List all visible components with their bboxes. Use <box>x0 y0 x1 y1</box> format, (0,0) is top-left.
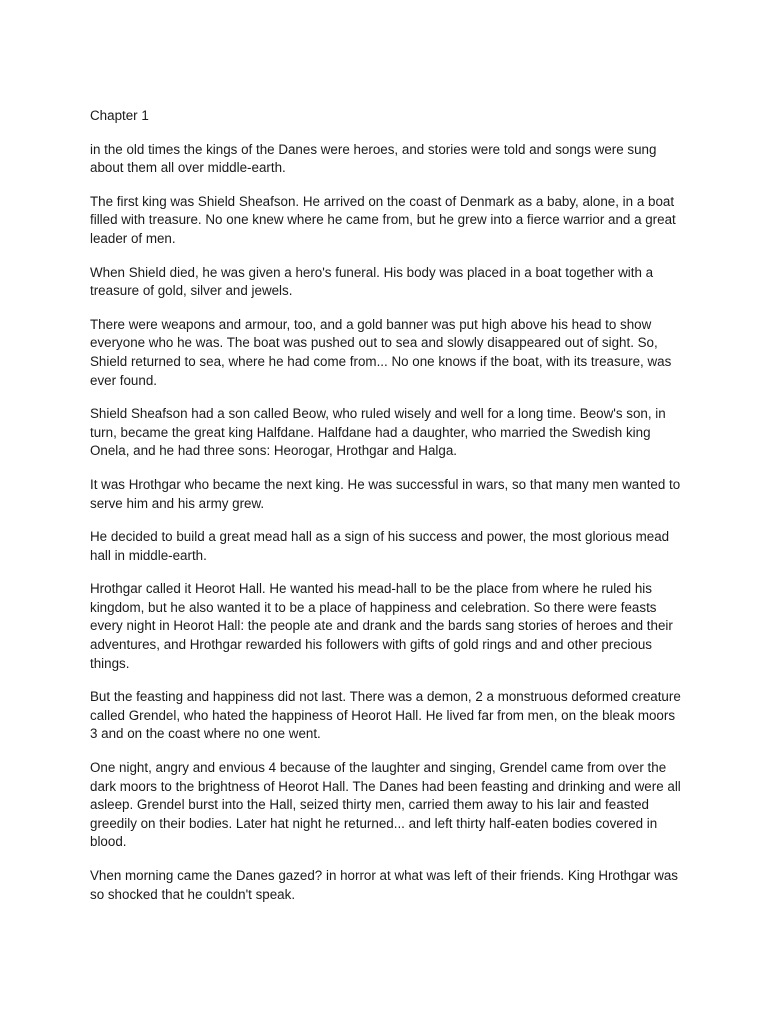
paragraph: He decided to build a great mead hall as a sign of his success and power, the most glorious mead hall in middle-earth. <box>90 529 670 563</box>
paragraph: But the feasting and happiness did not last. There was a demon, 2 a monstruous deformed creature called Grendel, who hated the happiness of Heorot Hall. He lived far from men, on the bleak moors 3 and on the coast where no one went. <box>90 689 681 742</box>
paragraph: Shield Sheafson had a son called Beow, who ruled wisely and well for a long time. Beow's son, in turn, became the great king Halfdane. Halfdane had a daughter, who married the Swedish king Onela, and he had three sons: Heorogar, Hrothgar and Halga. <box>90 406 666 459</box>
chapter-title: Chapter 1 <box>90 108 149 123</box>
paragraph: When Shield died, he was given a hero's funeral. His body was placed in a boat together with a treasure of gold, silver and jewels. <box>90 264 654 299</box>
paragraph: Vhen morning came the Danes gazed? in horror at what was left of their friends. King Hrothgar was so shocked that he couldn't speak. <box>90 868 679 902</box>
paragraph: Hrothgar called it Heorot Hall. He wanted his mead-hall to be the place from where he ruled his kingdom, but he also wanted it to be a place of happiness and celebration. So there were feasts every night in Heorot Hall: the people ate and drank and the bards sang stories of heroes and their adventures, and Hrothgar rewarded his followers with gifts of gold rings and and other precious things. <box>90 581 673 671</box>
paragraph: There were weapons and armour, too, and a gold banner was put high above his head to show everyone who he was. The boat was pushed out to sea and slowly disappeared out of sight. So, Shield returned to sea, where he had come from... No one knows if the boat, with its treasure, was ever found. <box>90 316 672 388</box>
paragraph: It was Hrothgar who became the next king. He was successful in wars, so that many men wanted to serve him and his army grew. <box>90 476 681 511</box>
paragraph: in the old times the kings of the Danes were heroes, and stories were told and songs were sung about them all over middle-earth. <box>90 141 657 176</box>
paragraph: The first king was Shield Sheafson. He arrived on the coast of Denmark as a baby, alone, in a boat filled with treasure. No one knew where he came from, but he grew into a fierce warrior and a great leader of men. <box>90 193 676 246</box>
paragraph: One night, angry and envious 4 because of the laughter and singing, Grendel came from over the dark moors to the brightness of Heorot Hall. The Danes had been feasting and drinking and were all asleep. Grendel burst into the Hall, seized thirty men, carried them away to his lair and feasted greedily on their bodies. Later hat night he returned... and left thirty half-eaten bodies covered in blood. <box>90 760 681 850</box>
document-body <box>90 107 682 919</box>
